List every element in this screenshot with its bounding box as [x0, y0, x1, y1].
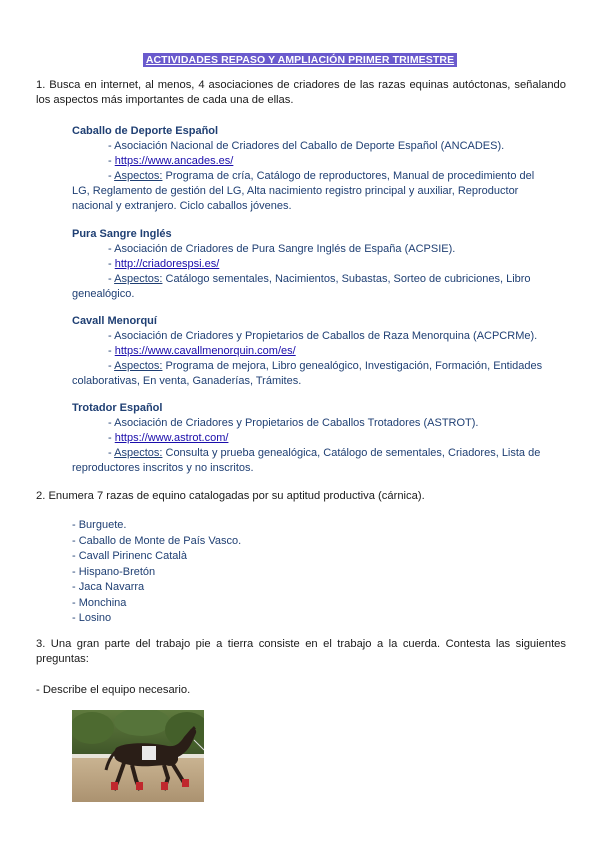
horse-lunging-photo: [72, 710, 204, 802]
leg-boot: [111, 782, 118, 790]
section-trotador: [72, 401, 548, 476]
association-link[interactable]: http://criadorespsi.es/: [114, 258, 220, 270]
list-item: - Burguete.: [72, 519, 127, 531]
section-heading: Pura Sangre Inglés: [72, 228, 172, 240]
question-1: 1. Busca en internet, al menos, 4 asociaciones de criadores de las razas equinas autóctonas, señalando los aspectos más importantes de cada una de ellas.: [36, 79, 566, 106]
link-line: - https://www.astrot.com/: [108, 432, 229, 444]
section-cavall-menorqui: [72, 314, 548, 389]
question-3-sub: - Describe el equipo necesario.: [36, 684, 191, 696]
section-caballo-deporte: [72, 124, 548, 214]
title-wrap: [0, 50, 600, 68]
association-link[interactable]: https://www.astrot.com/: [114, 432, 229, 444]
aspects-label: Aspectos:: [114, 170, 163, 182]
list-item: - Caballo de Monte de País Vasco.: [72, 534, 242, 547]
association-name: - Asociación de Criadores de Pura Sangre Inglés de España (ACPSIE).: [108, 243, 456, 255]
aspects-label: Aspectos:: [114, 447, 163, 459]
question-2: 2. Enumera 7 razas de equino catalogadas por su aptitud productiva (cárnica).: [36, 490, 425, 502]
aspects-text: Consulta y prueba genealógica, Catálogo de sementales, Criadores, Lista de reproductores inscritos y no inscritos.: [72, 447, 541, 474]
association-name: - Asociación de Criadores y Propietarios de Caballos de Raza Menorquina (ACPCRMe).: [108, 330, 538, 342]
aspects-line: - Aspectos: Programa de cría, Catálogo de reproductores, Manual de procedimiento del LG, Reglamento de gestión del LG, Alta nacimiento registro principal y auxiliar, Reproductor nacional y extranjero. Ciclo caballos jóvenes.: [72, 170, 535, 212]
aspects-text: Programa de mejora, Libro genealógico, Investigación, Formación, Entidades colaborativas, En venta, Ganaderías, Trámites.: [72, 360, 543, 387]
link-line: - http://criadorespsi.es/: [108, 258, 220, 270]
aspects-label: Aspectos:: [114, 273, 163, 285]
document-title: ACTIVIDADES REPASO Y AMPLIACIÓN PRIMER TRIMESTRE: [143, 53, 457, 67]
link-line: - https://www.ancades.es/: [108, 155, 234, 167]
association-link[interactable]: https://www.ancades.es/: [114, 155, 234, 167]
section-heading: Trotador Español: [72, 402, 163, 414]
association-name: - Asociación de Criadores y Propietarios de Caballos Trotadores (ASTROT).: [108, 417, 479, 429]
aspects-text: Catálogo sementales, Nacimientos, Subastas, Sorteo de cubriciones, Libro genealógico.: [72, 273, 531, 300]
tree-shape: [72, 712, 114, 744]
list-item: - Jaca Navarra: [72, 581, 145, 593]
association-name: - Asociación Nacional de Criadores del Caballo de Deporte Español (ANCADES).: [108, 140, 505, 152]
aspects-line: - Aspectos: Programa de mejora, Libro genealógico, Investigación, Formación, Entidades colaborativas, En venta, Ganaderías, Trámites.: [72, 360, 543, 387]
list-item: - Monchina: [72, 596, 127, 609]
leg-boot: [161, 782, 168, 790]
link-line: - https://www.cavallmenorquin.com/es/: [108, 345, 296, 357]
section-heading: Cavall Menorquí: [72, 315, 157, 327]
association-link[interactable]: https://www.cavallmenorquin.com/es/: [114, 345, 296, 357]
leg-boot: [136, 782, 143, 790]
list-item: - Hispano-Bretón: [72, 565, 156, 578]
aspects-line: - Aspectos: Consulta y prueba genealógica, Catálogo de sementales, Criadores, Lista de reproductores inscritos y no inscritos.: [72, 447, 541, 474]
saddle-pad: [142, 746, 156, 760]
aspects-label: Aspectos:: [114, 360, 163, 372]
section-pura-sangre: [72, 227, 548, 302]
list-item: - Losino: [72, 612, 112, 624]
question-3: 3. Una gran parte del trabajo pie a tierra consiste en el trabajo a la cuerda. Contesta las siguientes preguntas:: [36, 638, 566, 665]
aspects-text: Programa de cría, Catálogo de reproductores, Manual de procedimiento del LG, Reglamento de gestión del LG, Alta nacimiento registro principal y auxiliar, Reproductor nacional y extranjero. Ciclo caballos jóvenes.: [72, 170, 535, 212]
aspects-line: - Aspectos: Catálogo sementales, Nacimientos, Subastas, Sorteo de cubriciones, Libro genealógico.: [72, 273, 531, 300]
section-heading: Caballo de Deporte Español: [72, 125, 219, 137]
leg-boot: [182, 779, 189, 787]
breed-list: [72, 518, 241, 627]
list-item: - Cavall Pirinenc Català: [72, 550, 187, 562]
